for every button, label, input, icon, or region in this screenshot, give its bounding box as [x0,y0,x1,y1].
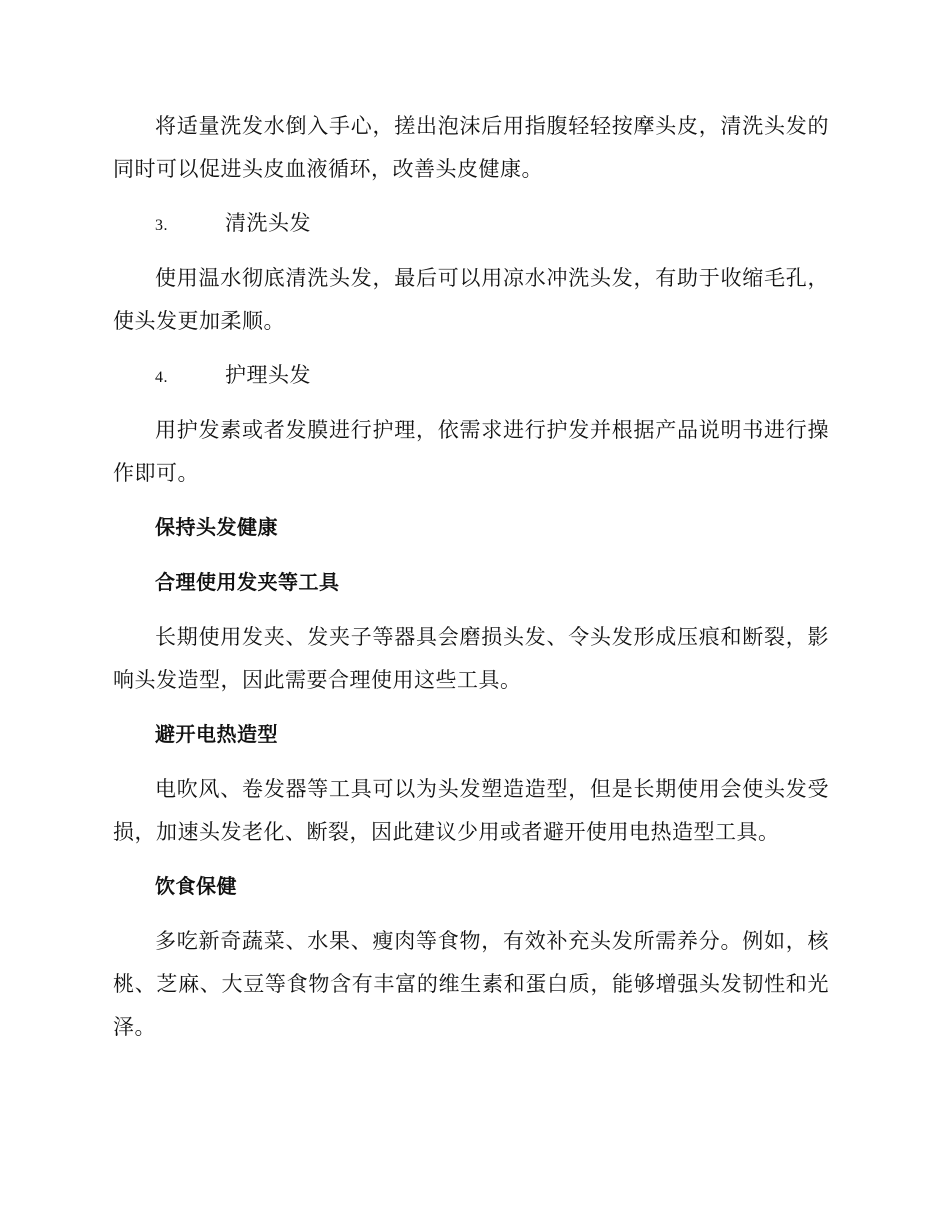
clips-paragraph: 长期使用发夹、发夹子等器具会磨损头发、令头发形成压痕和断裂，影响头发造型，因此需要合理使用这些工具。 [113,625,829,692]
heat-styling-paragraph: 电吹风、卷发器等工具可以为头发塑造造型，但是长期使用会使头发受损，加速头发老化、断裂，因此建议少用或者避开使用电热造型工具。 [113,777,829,844]
step-3-item [155,202,829,247]
diet-paragraph: 多吃新奇蔬菜、水果、瘦肉等食物，有效补充头发所需养分。例如，核桃、芝麻、大豆等食物含有丰富的维生素和蛋白质，能够增强头发韧性和光泽。 [113,929,829,1039]
step-3-number: 3. [155,217,168,234]
care-paragraph: 用护发素或者发膜进行护理，依需求进行护发并根据产品说明书进行操作即可。 [113,418,829,485]
step-3-title: 清洗头发 [225,211,311,235]
step-4-item [155,354,829,399]
massage-paragraph: 将适量洗发水倒入手心，搓出泡沫后用指腹轻轻按摩头皮，清洗头发的同时可以促进头皮血液循环，改善头皮健康。 [113,114,829,181]
rinse-paragraph: 使用温水彻底清洗头发，最后可以用凉水冲洗头发，有助于收缩毛孔，使头发更加柔顺。 [113,266,829,333]
heat-styling-heading: 避开电热造型 [155,722,278,746]
diet-heading: 饮食保健 [155,874,237,898]
step-4-number: 4. [155,369,168,386]
keep-hair-healthy-heading: 保持头发健康 [155,515,278,539]
clips-heading: 合理使用发夹等工具 [155,570,340,594]
step-4-title: 护理头发 [225,363,311,387]
